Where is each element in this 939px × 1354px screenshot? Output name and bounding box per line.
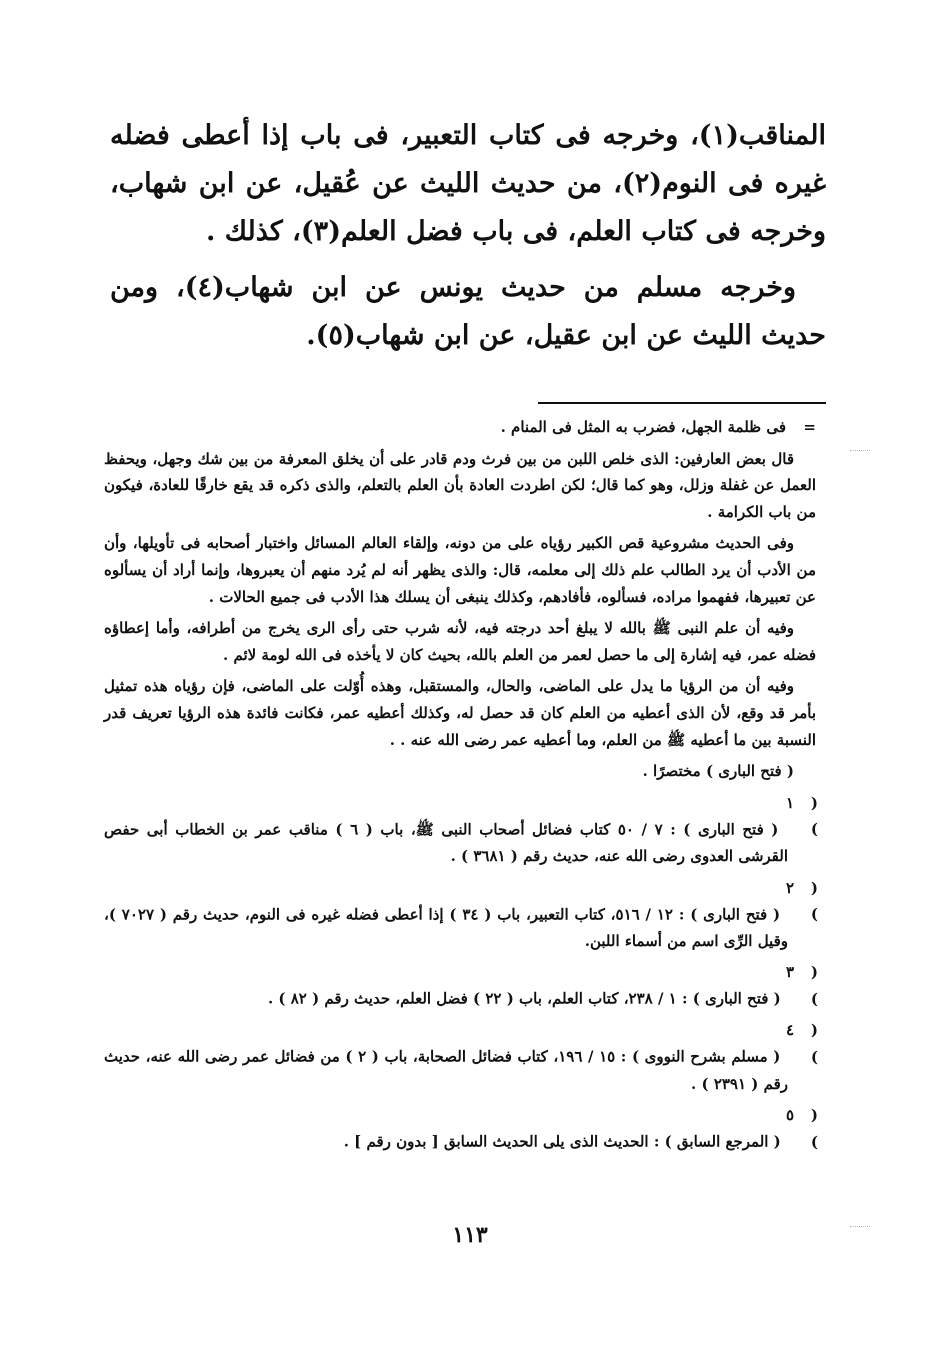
footnote bbox=[104, 790, 816, 870]
footnote-number: ( ٤ ) bbox=[785, 1021, 818, 1067]
footnotes-block bbox=[104, 414, 816, 1160]
footnote-text: ( فتح البارى ) : ١٢ / ٥١٦، كتاب التعبير، باب ( ٣٤ ) إذا أعطى فضله غيره فى النوم، حديث رقم ( ٧٠٢٧ )، وقيل الرِّى اسم من أسماء اللبن. bbox=[104, 905, 788, 950]
footnote-number: ( ٢ ) bbox=[785, 878, 818, 924]
footnote-text: ( المرجع السابق ) : الحديث الذى يلى الحديث السابق [ بدون رقم ] . bbox=[343, 1132, 781, 1151]
main-paragraph: وخرجه مسلم من حديث يونس عن ابن شهاب(٤)، ومن حديث الليث عن ابن عقيل، عن ابن شهاب(٥). bbox=[110, 272, 826, 351]
note-paragraph: وفيه أن علم النبى ﷺ بالله لا يبلغ أحد درجته فيه، لأنه شرب حتى رأى الرى يخرج من أطرافه، وأما إعطاؤه فضله عمر، فيه إشارة إلى ما حصل لعمر من العلم بالله، بحيث كان لا يأخذه فى الله لومة لائم . bbox=[104, 619, 816, 664]
footnote-number: ( ١ ) bbox=[785, 793, 818, 839]
footnote bbox=[104, 959, 816, 1012]
footnote-number: ( ٣ ) bbox=[786, 963, 818, 1008]
note-paragraph: وفى الحديث مشروعية قص الكبير رؤياه على من دونه، وإلقاء العالم المسائل واختبار أصحابه فى تأويلها، وأن من الأدب أن يرد الطالب علم ذلك إلى معلمه، قال: والذى يظهر أنه لم يُرد منهم أن يعبروها، وإنما أراد أن يسألوه عن تعبيرها، ففهموا مراده، فسألوه، فأفادهم، وكذلك ينبغى أن يسلك هذا الأدب فى جميع الحالات . bbox=[104, 534, 816, 606]
footnote-separator bbox=[538, 402, 826, 404]
footnote-number: ( ٥ ) bbox=[786, 1106, 818, 1151]
main-text bbox=[110, 112, 826, 368]
continuation-mark: = bbox=[803, 418, 816, 436]
note-continuation: فى ظلمة الجهل، فضرب به المثل فى المنام . bbox=[500, 418, 786, 436]
footnote bbox=[104, 875, 816, 955]
scan-margin-mark bbox=[850, 1226, 870, 1227]
note-paragraph: قال بعض العارفين: الذى خلص اللبن من بين فرث ودم قادر على أن يخلق المعرفة من بين شك وجهل، ويحفظ العمل عن غفلة وزلل، وهو كما قال؛ لكن اطردت العادة بأن العلم بالتعلم، والذى ذكره قد يقع خارقًا للعادة، فيكون من باب الكرامة . bbox=[104, 449, 816, 521]
footnote-text: ( فتح البارى ) : ١ / ٢٣٨، كتاب العلم، باب ( ٢٢ ) فضل العلم، حديث رقم ( ٨٢ ) . bbox=[267, 989, 781, 1008]
footnote-text: ( فتح البارى ) : ٧ / ٥٠ كتاب فضائل أصحاب النبى ﷺ، باب ( ٦ ) مناقب عمر بن الخطاب أبى حفص القرشى العدوى رضى الله عنه، حديث رقم ( ٣٦٨١ ) . bbox=[104, 820, 788, 865]
scan-margin-mark bbox=[850, 450, 870, 451]
footnote-text: ( مسلم بشرح النووى ) : ١٥ / ١٩٦، كتاب فضائل الصحابة، باب ( ٢ ) من فضائل عمر رضى الله عنه، حديث رقم ( ٢٣٩١ ) . bbox=[104, 1048, 788, 1093]
footnote bbox=[104, 1102, 816, 1155]
page-number: ١١٣ bbox=[452, 1222, 488, 1248]
note-paragraph: وفيه أن من الرؤيا ما يدل على الماضى، والحال، والمستقبل، وهذه أُوّلت على الماضى، فإن رؤياه هذه تمثيل بأمر قد وقع، لأن الذى أعطيه من العلم كان قد حصل له، وكذلك أعطيه عمر، فكانت فائدة هذه الرؤيا تعريف قدر النسبة بين ما أعطيه ﷺ من العلم، وما أعطيه عمر رضى الله عنه . . bbox=[104, 677, 816, 749]
footnote bbox=[104, 1017, 816, 1097]
note-source: ( فتح البارى ) مختصرًا . bbox=[642, 762, 794, 781]
main-paragraph: المناقب(١)، وخرجه فى كتاب التعبير، فى باب إذا أعطى فضله غيره فى النوم(٢)، من حديث الليث عن عُقيل، عن ابن شهاب، وخرجه فى كتاب العلم، فى باب فضل العلم(٣)، كذلك . bbox=[110, 120, 826, 247]
